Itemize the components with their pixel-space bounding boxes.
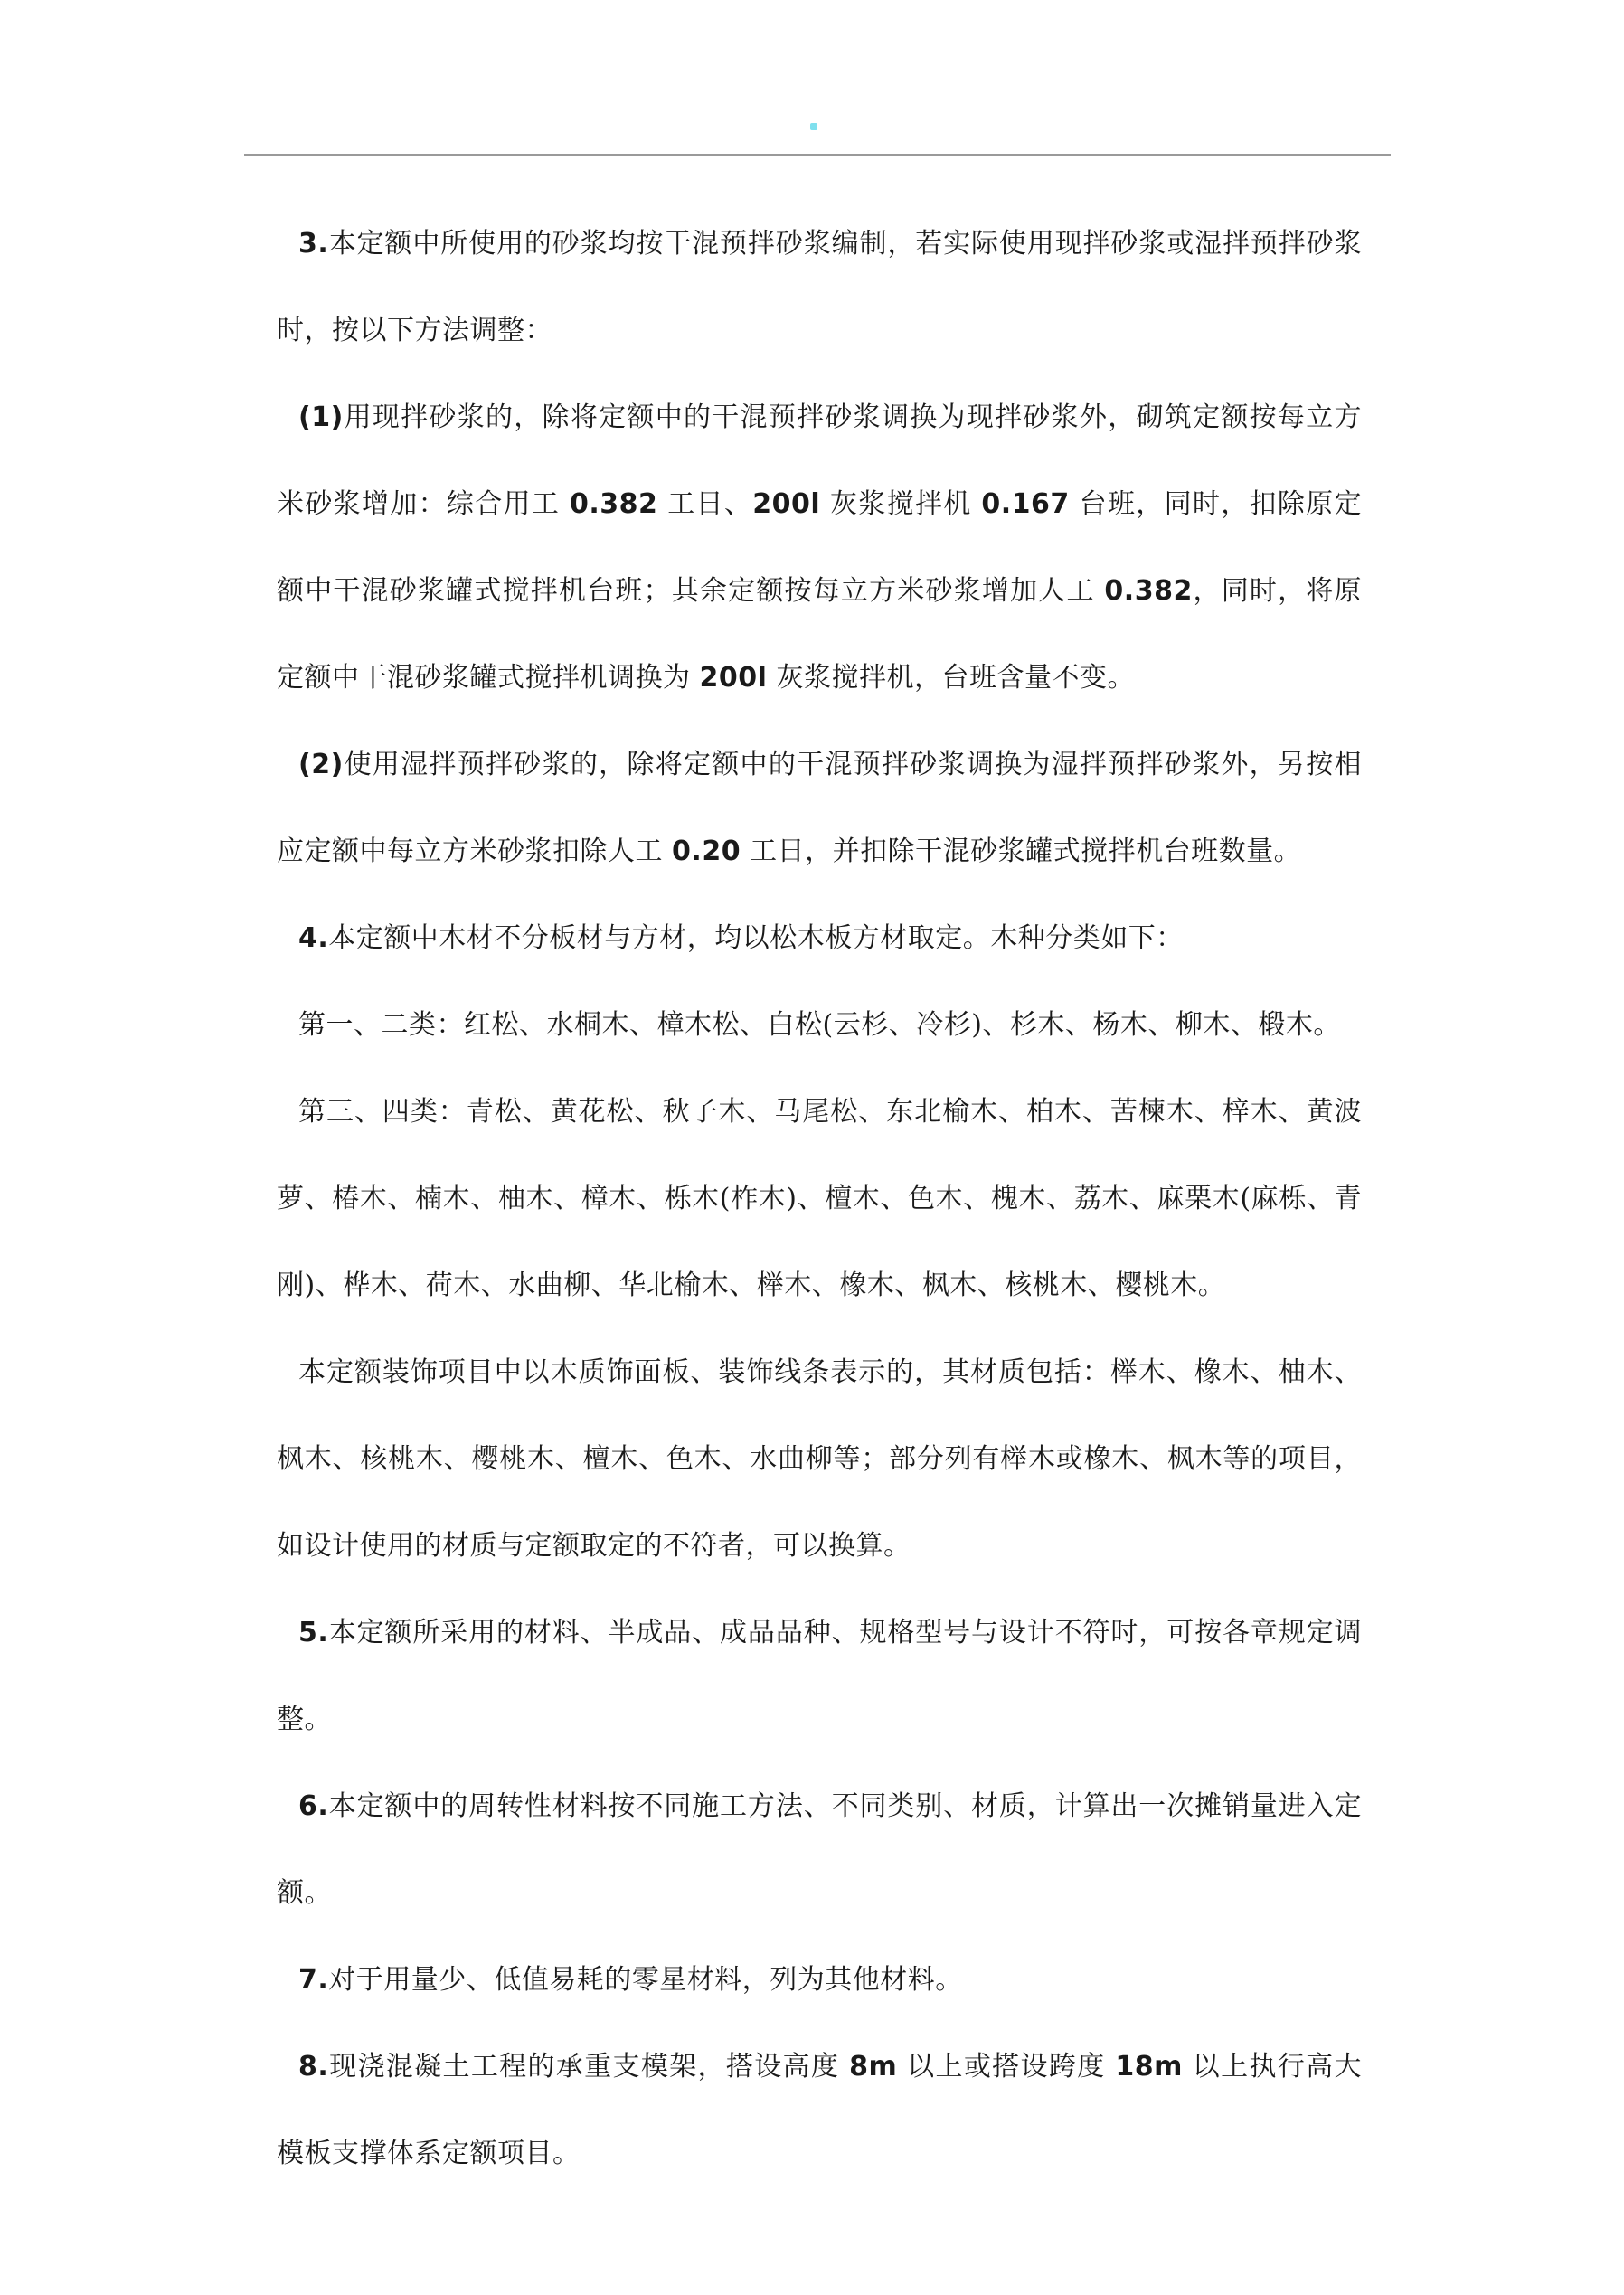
value-span: 18m (1115, 2051, 1183, 2082)
paragraph-text: 以上或搭设跨度 (897, 2051, 1116, 2082)
decor-materials: 本定额装饰项目中以木质饰面板、装饰线条表示的，其材质包括：榉木、橡木、柚木、枫木、核桃木、樱桃木、檀木、色木、水曲柳等；部分列有榉木或橡木、枫木等的项目，如设计使用的材质与定额取定的不符者，可以换算。 (277, 1356, 1362, 1562)
paragraph-4 (277, 895, 1362, 982)
paragraph-6 (277, 1763, 1362, 1937)
paragraph-text: 本定额中木材不分板材与方材，均以松木板方材取定。木种分类如下： (328, 922, 1184, 954)
paragraph-text: 工日、 (657, 488, 753, 520)
paragraph-text: 使用湿拌预拌砂浆的，除将定额中的干混预拌砂浆调换为湿拌预拌砂浆外，另按相应定额中每立方米砂浆扣除人工 (277, 749, 1362, 867)
item-number: 3. (298, 228, 329, 260)
paragraph-5 (277, 1590, 1362, 1763)
paragraph-text: 本定额所采用的材料、半成品、成品品种、规格型号与设计不符时，可按各章规定调整。 (277, 1617, 1362, 1735)
wood-category-3-4: 第三、四类：青松、黄花松、秋子木、马尾松、东北榆木、柏木、苦楝木、梓木、黄波萝、椿木、楠木、柚木、樟木、栎木(柞木)、檀木、色木、槐木、荔木、麻栗木(麻栎、青刚)、桦木、荷木、水曲柳、华北榆木、榉木、橡木、枫木、核桃木、樱桃木。 (277, 1096, 1362, 1301)
paragraph-text: 对于用量少、低值易耗的零星材料，列为其他材料。 (328, 1964, 963, 1996)
item-number: 8. (298, 2051, 329, 2082)
wood-category-1-2: 第一、二类：红松、水桐木、樟木松、白松(云杉、冷杉)、杉木、杨木、柳木、椴木。 (298, 1009, 1341, 1041)
paragraph-text: 现浇混凝土工程的承重支模架，搭设高度 (328, 2051, 850, 2082)
paragraph-7 (277, 1937, 1362, 2024)
paragraph-3-1 (277, 374, 1362, 722)
paragraph-text: 用现拌砂浆的，除将定额中的干混预拌砂浆调换为现拌砂浆外，砌筑定额按每立方米砂浆增加：综合用工 (277, 401, 1362, 520)
document-body (277, 201, 1362, 2197)
item-number: 4. (298, 922, 329, 954)
paragraph-text: 工日，并扣除干混砂浆罐式搅拌机台班数量。 (741, 836, 1302, 867)
paragraph-3-2 (277, 722, 1362, 895)
paragraph-text: 台班，同时，扣除原定额中干混砂浆罐式搅拌机台班；其余定额按每立方米砂浆增加人工 (277, 488, 1362, 607)
paragraph-text: 灰浆搅拌机，台班含量不变。 (767, 662, 1135, 694)
item-number: 7. (298, 1964, 329, 1996)
value-mixer-capacity: 200l (752, 488, 821, 520)
value-mixer-shift: 0.167 (981, 488, 1070, 520)
paragraph-text: 本定额中的周转性材料按不同施工方法、不同类别、材质，计算出一次摊销量进入定额。 (277, 1790, 1362, 1909)
item-number: (2) (298, 749, 344, 780)
paragraph-text: 以上执行高大模板支撑体系定额项目。 (277, 2051, 1362, 2169)
value-height: 8m (849, 2051, 898, 2082)
item-number: 6. (298, 1790, 329, 1822)
paragraph-text: 灰浆搅拌机 (820, 488, 982, 520)
paragraph-3 (277, 201, 1362, 374)
paragraph-text: 本定额中所使用的砂浆均按干混预拌砂浆编制，若实际使用现拌砂浆或湿拌预拌砂浆时，按以下方法调整： (277, 228, 1362, 346)
value-labor-other: 0.382 (1104, 575, 1193, 607)
value-labor-deduct: 0.20 (672, 836, 741, 867)
value-mixer-capacity-2: 200l (699, 662, 768, 694)
paragraph-8 (277, 2024, 1362, 2197)
header-rule (244, 154, 1391, 156)
item-number: 5. (298, 1617, 329, 1648)
item-number: (1) (298, 401, 344, 433)
header-mark (810, 123, 817, 130)
value-labor: 0.382 (570, 488, 658, 520)
paragraph-text: ，同时，将原定额中干混砂浆罐式搅拌机调换为 (277, 575, 1363, 694)
